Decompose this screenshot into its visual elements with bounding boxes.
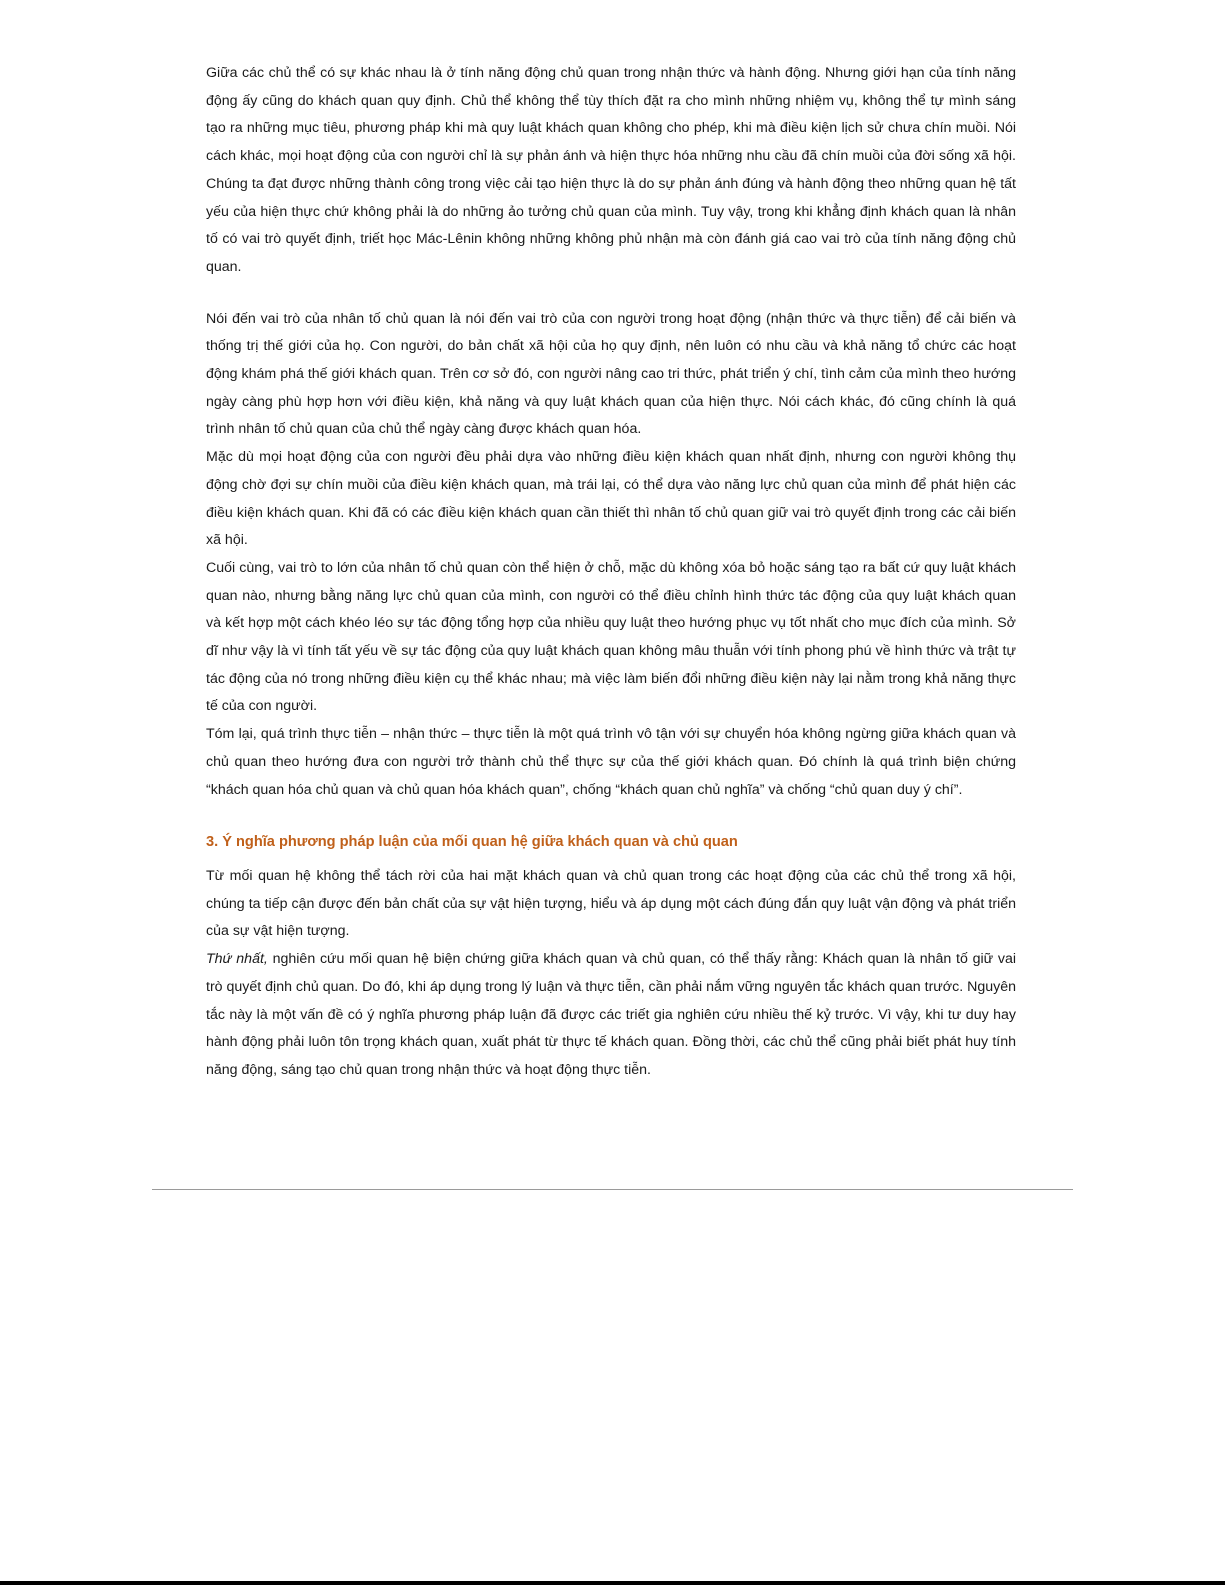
section-paragraph bbox=[206, 946, 1016, 1085]
body-paragraph: Nói đến vai trò của nhân tố chủ quan là nói đến vai trò của con người trong hoạt động (nhận thức và thực tiễn) để cải biến và thống trị thế giới của họ. Con người, do bản chất xã hội của họ quy định, nên luôn có nhu cầu và khả năng tổ chức các hoạt động khám phá thế giới khách quan. Trên cơ sở đó, con người nâng cao tri thức, phát triển ý chí, tình cảm của mình theo hướng ngày càng phù hợp hơn với điều kiện, khả năng và quy luật khách quan của hiện thực. Nói cách khác, đó cũng chính là quá trình nhân tố chủ quan của chủ thể ngày càng được khách quan hóa. bbox=[206, 310, 1016, 438]
page-divider bbox=[152, 1189, 1073, 1190]
document-body bbox=[206, 60, 1016, 1085]
body-paragraph: Giữa các chủ thể có sự khác nhau là ở tính năng động chủ quan trong nhận thức và hành động. Nhưng giới hạn của tính năng động ấy cũng do khách quan quy định. Chủ thể không thể tùy thích đặt ra cho mình những nhiệm vụ, không thể tự mình sáng tạo ra những mục tiêu, phương pháp khi mà quy luật khách quan không cho phép, khi mà điều kiện lịch sử chưa chín muồi. Nói cách khác, mọi hoạt động của con người chỉ là sự phản ánh và hiện thực hóa những nhu cầu đã chín muồi của đời sống xã hội. Chúng ta đạt được những thành công trong việc cải tạo hiện thực là do sự phản ánh đúng và hành động theo những quan hệ tất yếu của hiện thực chứ không phải là do những ảo tưởng chủ quan của mình. Tuy vậy, trong khi khẳng định khách quan là nhân tố có vai trò quyết định, triết học Mác-Lênin không những không phủ nhận mà còn đánh giá cao vai trò của tính năng động chủ quan. bbox=[206, 65, 1016, 275]
body-paragraph: Mặc dù mọi hoạt động của con người đều phải dựa vào những điều kiện khách quan nhất định, nhưng con người không thụ động chờ đợi sự chín muồi của điều kiện khách quan, mà trái lại, có thể dựa vào năng lực chủ quan của mình để phát hiện các điều kiện khách quan. Khi đã có các điều kiện khách quan cần thiết thì nhân tố chủ quan giữ vai trò quyết định trong các cải biến xã hội. bbox=[206, 449, 1016, 549]
section-paragraph: Từ mối quan hệ không thể tách rời của hai mặt khách quan và chủ quan trong các hoạt động của các chủ thể trong xã hội, chúng ta tiếp cận được đến bản chất của sự vật hiện tượng, hiểu và áp dụng một cách đúng đắn quy luật vận động và phát triển của sự vật hiện tượng. bbox=[206, 867, 1016, 940]
body-paragraph: Tóm lại, quá trình thực tiễn – nhận thức – thực tiễn là một quá trình vô tận với sự chuyển hóa không ngừng giữa khách quan và chủ quan theo hướng đưa con người trở thành chủ thể thực sự của thế giới khách quan. Đó chính là quá trình biện chứng “khách quan hóa chủ quan và chủ quan hóa khách quan”, chống “khách quan chủ nghĩa” và chống “chủ quan duy ý chí”. bbox=[206, 726, 1016, 798]
page-bottom-edge bbox=[0, 1581, 1225, 1585]
section-heading: 3. Ý nghĩa phương pháp luận của mối quan hệ giữa khách quan và chủ quan bbox=[206, 834, 738, 851]
paragraph-lead-italic: Thứ nhất, bbox=[206, 951, 268, 968]
paragraph-text: nghiên cứu mối quan hệ biện chứng giữa khách quan và chủ quan, có thể thấy rằng: Khách quan là nhân tố giữ vai trò quyết định chủ quan. Do đó, khi áp dụng trong lý luận và thực tiễn, cần phải nắm vững nguyên tắc khách quan trước. Nguyên tắc này là một vấn đề có ý nghĩa phương pháp luận đã được các triết gia nghiên cứu nhiều thế kỷ trước. Vì vậy, khi tư duy hay hành động phải luôn tôn trọng khách quan, xuất phát từ thực tế khách quan. Đồng thời, các chủ thể cũng phải biết phát huy tính năng động, sáng tạo chủ quan trong nhận thức và hoạt động thực tiễn. bbox=[206, 951, 1017, 1078]
body-paragraph: Cuối cùng, vai trò to lớn của nhân tố chủ quan còn thể hiện ở chỗ, mặc dù không xóa bỏ hoặc sáng tạo ra bất cứ quy luật khách quan nào, nhưng bằng năng lực chủ quan của mình, con người có thể điều chỉnh hình thức tác động của quy luật khách quan và kết hợp một cách khéo léo sự tác động tổng hợp của nhiều quy luật theo hướng phục vụ tốt nhất cho mục đích của mình. Sở dĩ như vậy là vì tính tất yếu về sự tác động của quy luật khách quan không mâu thuẫn với tính phong phú về hình thức và trật tự tác động của nó trong những điều kiện cụ thể khác nhau; mà việc làm biến đổi những điều kiện này lại nằm trong khả năng thực tế của con người. bbox=[206, 559, 1016, 715]
